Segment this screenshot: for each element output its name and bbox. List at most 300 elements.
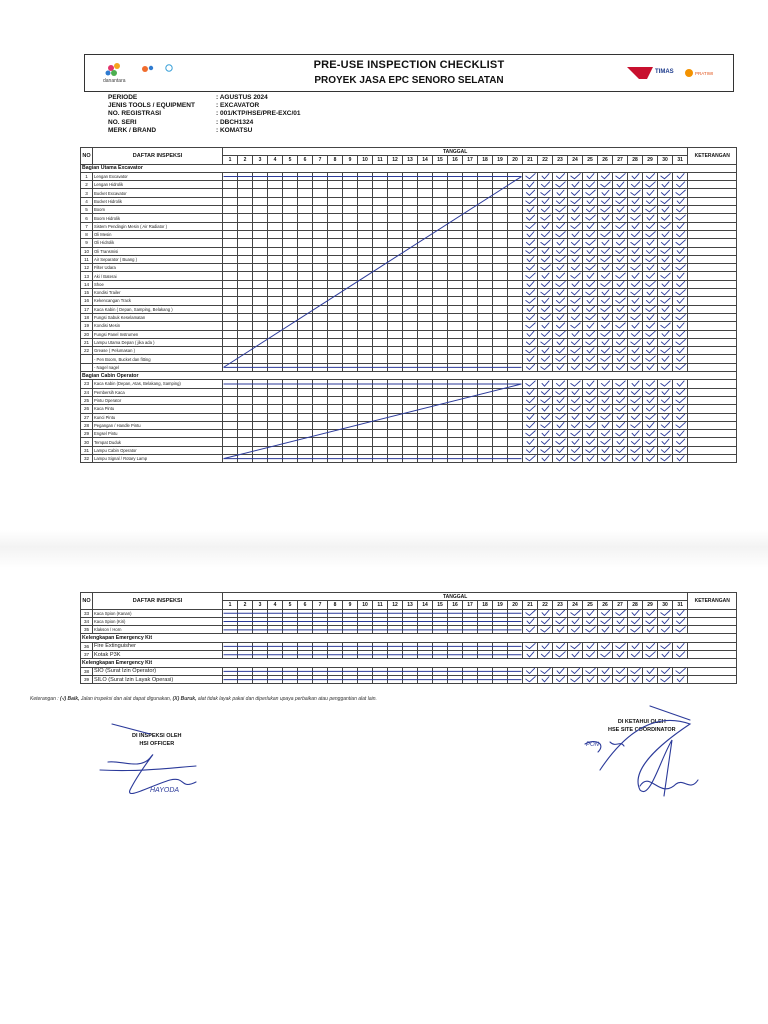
check-cell[interactable] — [283, 206, 298, 214]
check-cell[interactable] — [403, 430, 418, 438]
check-cell[interactable] — [388, 609, 403, 617]
check-cell[interactable] — [223, 675, 238, 683]
check-cell[interactable] — [463, 626, 478, 634]
check-cell[interactable] — [568, 617, 583, 625]
check-cell[interactable] — [268, 347, 283, 355]
check-cell[interactable] — [598, 239, 613, 247]
check-cell[interactable] — [433, 172, 448, 180]
check-cell[interactable] — [403, 189, 418, 197]
check-cell[interactable] — [328, 380, 343, 388]
check-cell[interactable] — [538, 446, 553, 454]
check-cell[interactable] — [478, 172, 493, 180]
check-cell[interactable] — [463, 172, 478, 180]
check-cell[interactable] — [493, 626, 508, 634]
check-cell[interactable] — [673, 264, 688, 272]
check-cell[interactable] — [568, 609, 583, 617]
check-cell[interactable] — [598, 380, 613, 388]
check-cell[interactable] — [358, 330, 373, 338]
check-cell[interactable] — [403, 264, 418, 272]
check-cell[interactable] — [583, 617, 598, 625]
check-cell[interactable] — [583, 305, 598, 313]
check-cell[interactable] — [448, 330, 463, 338]
check-cell[interactable] — [298, 297, 313, 305]
check-cell[interactable] — [403, 388, 418, 396]
check-cell[interactable] — [628, 617, 643, 625]
check-cell[interactable] — [253, 363, 268, 371]
check-cell[interactable] — [538, 675, 553, 683]
check-cell[interactable] — [628, 181, 643, 189]
check-cell[interactable] — [313, 289, 328, 297]
check-cell[interactable] — [298, 280, 313, 288]
check-cell[interactable] — [253, 197, 268, 205]
check-cell[interactable] — [463, 454, 478, 462]
check-cell[interactable] — [418, 222, 433, 230]
check-cell[interactable] — [448, 264, 463, 272]
check-cell[interactable] — [568, 626, 583, 634]
check-cell[interactable] — [553, 313, 568, 321]
check-cell[interactable] — [583, 421, 598, 429]
check-cell[interactable] — [253, 330, 268, 338]
check-cell[interactable] — [448, 405, 463, 413]
check-cell[interactable] — [538, 609, 553, 617]
check-cell[interactable] — [463, 617, 478, 625]
check-cell[interactable] — [538, 388, 553, 396]
remark-cell[interactable] — [688, 454, 737, 462]
check-cell[interactable] — [358, 264, 373, 272]
check-cell[interactable] — [568, 363, 583, 371]
remark-cell[interactable] — [688, 380, 737, 388]
check-cell[interactable] — [388, 255, 403, 263]
check-cell[interactable] — [508, 347, 523, 355]
check-cell[interactable] — [283, 626, 298, 634]
check-cell[interactable] — [553, 421, 568, 429]
check-cell[interactable] — [343, 313, 358, 321]
check-cell[interactable] — [538, 380, 553, 388]
check-cell[interactable] — [658, 206, 673, 214]
check-cell[interactable] — [553, 272, 568, 280]
check-cell[interactable] — [628, 363, 643, 371]
check-cell[interactable] — [523, 305, 538, 313]
check-cell[interactable] — [508, 405, 523, 413]
remark-cell[interactable] — [688, 651, 737, 659]
check-cell[interactable] — [628, 396, 643, 404]
check-cell[interactable] — [448, 363, 463, 371]
check-cell[interactable] — [613, 330, 628, 338]
check-cell[interactable] — [523, 430, 538, 438]
check-cell[interactable] — [373, 272, 388, 280]
check-cell[interactable] — [238, 222, 253, 230]
check-cell[interactable] — [673, 289, 688, 297]
check-cell[interactable] — [268, 421, 283, 429]
check-cell[interactable] — [283, 380, 298, 388]
check-cell[interactable] — [328, 438, 343, 446]
remark-cell[interactable] — [688, 626, 737, 634]
check-cell[interactable] — [628, 272, 643, 280]
check-cell[interactable] — [313, 338, 328, 346]
check-cell[interactable] — [238, 446, 253, 454]
check-cell[interactable] — [583, 264, 598, 272]
check-cell[interactable] — [418, 421, 433, 429]
check-cell[interactable] — [448, 355, 463, 363]
check-cell[interactable] — [538, 222, 553, 230]
check-cell[interactable] — [328, 181, 343, 189]
check-cell[interactable] — [298, 454, 313, 462]
check-cell[interactable] — [613, 247, 628, 255]
check-cell[interactable] — [403, 322, 418, 330]
check-cell[interactable] — [313, 651, 328, 659]
check-cell[interactable] — [643, 289, 658, 297]
check-cell[interactable] — [388, 388, 403, 396]
check-cell[interactable] — [328, 388, 343, 396]
check-cell[interactable] — [238, 280, 253, 288]
check-cell[interactable] — [613, 617, 628, 625]
check-cell[interactable] — [283, 413, 298, 421]
check-cell[interactable] — [643, 675, 658, 683]
check-cell[interactable] — [298, 651, 313, 659]
check-cell[interactable] — [673, 206, 688, 214]
check-cell[interactable] — [253, 446, 268, 454]
check-cell[interactable] — [598, 297, 613, 305]
check-cell[interactable] — [298, 313, 313, 321]
check-cell[interactable] — [433, 609, 448, 617]
check-cell[interactable] — [298, 355, 313, 363]
check-cell[interactable] — [328, 617, 343, 625]
check-cell[interactable] — [568, 675, 583, 683]
check-cell[interactable] — [658, 181, 673, 189]
check-cell[interactable] — [373, 247, 388, 255]
check-cell[interactable] — [493, 642, 508, 650]
check-cell[interactable] — [523, 247, 538, 255]
check-cell[interactable] — [523, 255, 538, 263]
check-cell[interactable] — [643, 405, 658, 413]
check-cell[interactable] — [598, 363, 613, 371]
check-cell[interactable] — [448, 388, 463, 396]
check-cell[interactable] — [238, 197, 253, 205]
check-cell[interactable] — [493, 264, 508, 272]
check-cell[interactable] — [298, 189, 313, 197]
check-cell[interactable] — [418, 651, 433, 659]
check-cell[interactable] — [433, 272, 448, 280]
check-cell[interactable] — [583, 255, 598, 263]
check-cell[interactable] — [268, 255, 283, 263]
check-cell[interactable] — [253, 642, 268, 650]
check-cell[interactable] — [253, 438, 268, 446]
check-cell[interactable] — [508, 230, 523, 238]
check-cell[interactable] — [253, 172, 268, 180]
check-cell[interactable] — [388, 189, 403, 197]
check-cell[interactable] — [373, 230, 388, 238]
check-cell[interactable] — [553, 330, 568, 338]
remark-cell[interactable] — [688, 272, 737, 280]
check-cell[interactable] — [373, 380, 388, 388]
check-cell[interactable] — [403, 247, 418, 255]
check-cell[interactable] — [403, 405, 418, 413]
check-cell[interactable] — [313, 297, 328, 305]
check-cell[interactable] — [448, 675, 463, 683]
check-cell[interactable] — [343, 172, 358, 180]
check-cell[interactable] — [523, 355, 538, 363]
check-cell[interactable] — [523, 380, 538, 388]
check-cell[interactable] — [538, 181, 553, 189]
check-cell[interactable] — [223, 181, 238, 189]
check-cell[interactable] — [418, 454, 433, 462]
check-cell[interactable] — [433, 421, 448, 429]
check-cell[interactable] — [418, 322, 433, 330]
check-cell[interactable] — [298, 239, 313, 247]
check-cell[interactable] — [313, 421, 328, 429]
check-cell[interactable] — [268, 172, 283, 180]
check-cell[interactable] — [268, 617, 283, 625]
check-cell[interactable] — [343, 338, 358, 346]
remark-cell[interactable] — [688, 413, 737, 421]
check-cell[interactable] — [313, 380, 328, 388]
check-cell[interactable] — [658, 280, 673, 288]
remark-cell[interactable] — [688, 388, 737, 396]
check-cell[interactable] — [328, 609, 343, 617]
check-cell[interactable] — [673, 230, 688, 238]
check-cell[interactable] — [568, 388, 583, 396]
check-cell[interactable] — [598, 430, 613, 438]
check-cell[interactable] — [313, 272, 328, 280]
check-cell[interactable] — [508, 297, 523, 305]
check-cell[interactable] — [658, 438, 673, 446]
check-cell[interactable] — [283, 446, 298, 454]
check-cell[interactable] — [568, 430, 583, 438]
check-cell[interactable] — [478, 272, 493, 280]
check-cell[interactable] — [478, 405, 493, 413]
check-cell[interactable] — [478, 626, 493, 634]
check-cell[interactable] — [493, 388, 508, 396]
check-cell[interactable] — [298, 322, 313, 330]
check-cell[interactable] — [553, 197, 568, 205]
check-cell[interactable] — [268, 651, 283, 659]
check-cell[interactable] — [298, 438, 313, 446]
check-cell[interactable] — [523, 297, 538, 305]
check-cell[interactable] — [568, 305, 583, 313]
check-cell[interactable] — [568, 272, 583, 280]
check-cell[interactable] — [433, 338, 448, 346]
check-cell[interactable] — [493, 651, 508, 659]
check-cell[interactable] — [328, 313, 343, 321]
check-cell[interactable] — [478, 230, 493, 238]
check-cell[interactable] — [583, 642, 598, 650]
check-cell[interactable] — [388, 380, 403, 388]
check-cell[interactable] — [433, 347, 448, 355]
check-cell[interactable] — [358, 280, 373, 288]
check-cell[interactable] — [643, 380, 658, 388]
check-cell[interactable] — [373, 338, 388, 346]
check-cell[interactable] — [658, 222, 673, 230]
check-cell[interactable] — [508, 651, 523, 659]
check-cell[interactable] — [568, 338, 583, 346]
check-cell[interactable] — [478, 675, 493, 683]
check-cell[interactable] — [313, 214, 328, 222]
check-cell[interactable] — [313, 206, 328, 214]
check-cell[interactable] — [418, 626, 433, 634]
check-cell[interactable] — [613, 189, 628, 197]
check-cell[interactable] — [343, 421, 358, 429]
check-cell[interactable] — [328, 347, 343, 355]
check-cell[interactable] — [328, 355, 343, 363]
check-cell[interactable] — [553, 297, 568, 305]
check-cell[interactable] — [238, 413, 253, 421]
check-cell[interactable] — [553, 264, 568, 272]
check-cell[interactable] — [358, 651, 373, 659]
check-cell[interactable] — [493, 181, 508, 189]
check-cell[interactable] — [583, 172, 598, 180]
check-cell[interactable] — [238, 264, 253, 272]
check-cell[interactable] — [418, 272, 433, 280]
check-cell[interactable] — [268, 642, 283, 650]
check-cell[interactable] — [463, 197, 478, 205]
check-cell[interactable] — [553, 642, 568, 650]
check-cell[interactable] — [613, 446, 628, 454]
check-cell[interactable] — [388, 197, 403, 205]
check-cell[interactable] — [328, 214, 343, 222]
check-cell[interactable] — [343, 272, 358, 280]
check-cell[interactable] — [613, 264, 628, 272]
check-cell[interactable] — [343, 297, 358, 305]
check-cell[interactable] — [463, 297, 478, 305]
check-cell[interactable] — [643, 230, 658, 238]
check-cell[interactable] — [643, 239, 658, 247]
check-cell[interactable] — [598, 667, 613, 675]
check-cell[interactable] — [628, 330, 643, 338]
check-cell[interactable] — [388, 355, 403, 363]
check-cell[interactable] — [223, 313, 238, 321]
check-cell[interactable] — [268, 609, 283, 617]
check-cell[interactable] — [223, 239, 238, 247]
check-cell[interactable] — [508, 289, 523, 297]
check-cell[interactable] — [283, 388, 298, 396]
check-cell[interactable] — [538, 289, 553, 297]
check-cell[interactable] — [223, 380, 238, 388]
check-cell[interactable] — [358, 617, 373, 625]
check-cell[interactable] — [598, 617, 613, 625]
check-cell[interactable] — [493, 230, 508, 238]
check-cell[interactable] — [373, 255, 388, 263]
check-cell[interactable] — [493, 239, 508, 247]
check-cell[interactable] — [388, 363, 403, 371]
check-cell[interactable] — [448, 297, 463, 305]
check-cell[interactable] — [268, 322, 283, 330]
check-cell[interactable] — [298, 230, 313, 238]
check-cell[interactable] — [673, 675, 688, 683]
check-cell[interactable] — [418, 313, 433, 321]
check-cell[interactable] — [493, 430, 508, 438]
check-cell[interactable] — [523, 651, 538, 659]
check-cell[interactable] — [418, 405, 433, 413]
check-cell[interactable] — [328, 297, 343, 305]
check-cell[interactable] — [418, 264, 433, 272]
remark-cell[interactable] — [688, 230, 737, 238]
check-cell[interactable] — [493, 330, 508, 338]
check-cell[interactable] — [658, 396, 673, 404]
check-cell[interactable] — [298, 289, 313, 297]
check-cell[interactable] — [403, 280, 418, 288]
check-cell[interactable] — [268, 405, 283, 413]
remark-cell[interactable] — [688, 347, 737, 355]
check-cell[interactable] — [658, 667, 673, 675]
check-cell[interactable] — [658, 289, 673, 297]
check-cell[interactable] — [673, 405, 688, 413]
check-cell[interactable] — [358, 675, 373, 683]
check-cell[interactable] — [463, 280, 478, 288]
check-cell[interactable] — [508, 206, 523, 214]
check-cell[interactable] — [238, 667, 253, 675]
check-cell[interactable] — [343, 197, 358, 205]
check-cell[interactable] — [418, 430, 433, 438]
check-cell[interactable] — [463, 675, 478, 683]
check-cell[interactable] — [328, 454, 343, 462]
remark-cell[interactable] — [688, 206, 737, 214]
check-cell[interactable] — [493, 280, 508, 288]
check-cell[interactable] — [283, 363, 298, 371]
check-cell[interactable] — [523, 222, 538, 230]
check-cell[interactable] — [313, 454, 328, 462]
check-cell[interactable] — [538, 617, 553, 625]
check-cell[interactable] — [673, 667, 688, 675]
check-cell[interactable] — [448, 338, 463, 346]
check-cell[interactable] — [598, 247, 613, 255]
check-cell[interactable] — [583, 272, 598, 280]
check-cell[interactable] — [553, 239, 568, 247]
check-cell[interactable] — [358, 421, 373, 429]
check-cell[interactable] — [583, 405, 598, 413]
check-cell[interactable] — [358, 297, 373, 305]
check-cell[interactable] — [568, 438, 583, 446]
check-cell[interactable] — [658, 313, 673, 321]
remark-cell[interactable] — [688, 322, 737, 330]
check-cell[interactable] — [358, 322, 373, 330]
check-cell[interactable] — [643, 642, 658, 650]
check-cell[interactable] — [658, 651, 673, 659]
check-cell[interactable] — [673, 380, 688, 388]
check-cell[interactable] — [268, 280, 283, 288]
check-cell[interactable] — [313, 172, 328, 180]
check-cell[interactable] — [478, 617, 493, 625]
check-cell[interactable] — [343, 675, 358, 683]
check-cell[interactable] — [673, 438, 688, 446]
check-cell[interactable] — [223, 189, 238, 197]
check-cell[interactable] — [568, 446, 583, 454]
check-cell[interactable] — [433, 197, 448, 205]
check-cell[interactable] — [628, 206, 643, 214]
check-cell[interactable] — [553, 609, 568, 617]
check-cell[interactable] — [463, 247, 478, 255]
check-cell[interactable] — [238, 330, 253, 338]
check-cell[interactable] — [658, 189, 673, 197]
remark-cell[interactable] — [688, 396, 737, 404]
check-cell[interactable] — [433, 438, 448, 446]
check-cell[interactable] — [508, 172, 523, 180]
check-cell[interactable] — [553, 675, 568, 683]
check-cell[interactable] — [448, 322, 463, 330]
check-cell[interactable] — [373, 446, 388, 454]
check-cell[interactable] — [613, 289, 628, 297]
check-cell[interactable] — [388, 264, 403, 272]
check-cell[interactable] — [493, 454, 508, 462]
check-cell[interactable] — [403, 330, 418, 338]
check-cell[interactable] — [238, 405, 253, 413]
check-cell[interactable] — [583, 667, 598, 675]
check-cell[interactable] — [373, 405, 388, 413]
check-cell[interactable] — [673, 642, 688, 650]
check-cell[interactable] — [403, 363, 418, 371]
check-cell[interactable] — [328, 413, 343, 421]
check-cell[interactable] — [418, 413, 433, 421]
check-cell[interactable] — [583, 675, 598, 683]
